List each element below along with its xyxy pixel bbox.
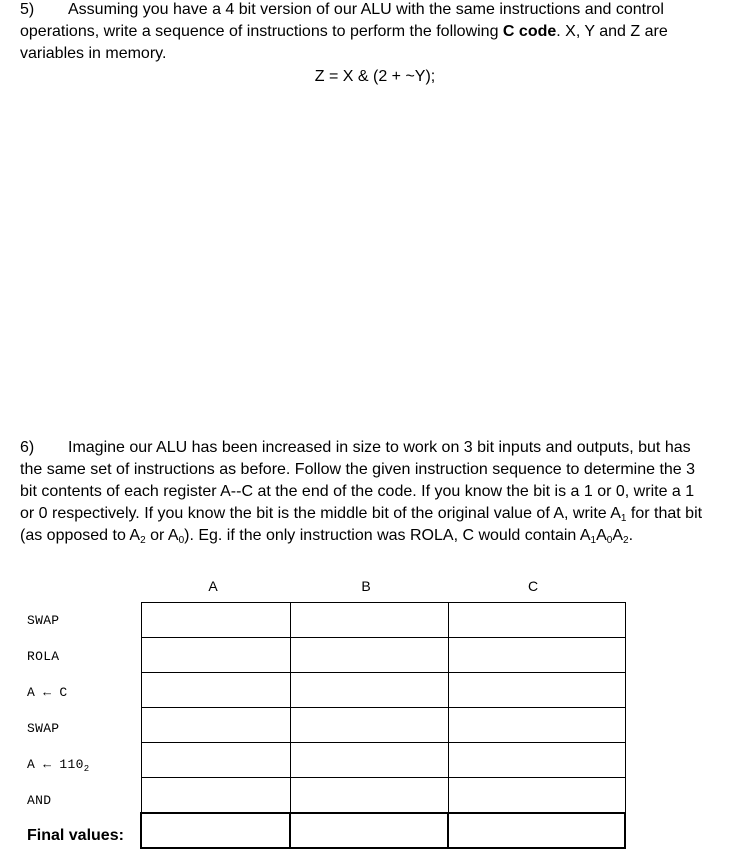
table-row: [141, 638, 625, 673]
question-6: [20, 437, 710, 547]
question-6-text: for that bit (as opposed to A: [20, 505, 703, 544]
answer-cell[interactable]: [448, 638, 625, 673]
answer-cell[interactable]: [141, 638, 290, 673]
answer-cell[interactable]: [141, 778, 290, 814]
question-5-text: Assuming you have a 4 bit version of our ALU with the same instructions and control operations, write a sequence of instructions to perform the following: [20, 1, 664, 40]
answer-cell[interactable]: [141, 603, 290, 638]
subscript: 2: [83, 764, 90, 774]
answer-cell[interactable]: [448, 603, 625, 638]
answer-cell[interactable]: [448, 708, 625, 743]
answer-cell[interactable]: [290, 778, 448, 814]
instruction-a-from-c: A ← C: [27, 685, 68, 700]
question-5: [20, 0, 710, 65]
register-answer-grid: [140, 602, 626, 849]
final-values-row: [141, 813, 625, 848]
table-row: [141, 673, 625, 708]
answer-cell[interactable]: [290, 603, 448, 638]
question-6-text: or A: [145, 527, 179, 544]
question-5-emphasis: C code: [502, 23, 557, 40]
subscript: 1: [620, 513, 627, 524]
table-row: [141, 708, 625, 743]
answer-cell[interactable]: [290, 638, 448, 673]
answer-cell[interactable]: [141, 743, 290, 778]
answer-cell[interactable]: [290, 673, 448, 708]
final-value-cell-c[interactable]: [448, 813, 625, 848]
answer-cell[interactable]: [448, 743, 625, 778]
final-value-cell-a[interactable]: [141, 813, 290, 848]
question-5-number: 5): [20, 1, 35, 18]
answer-cell[interactable]: [141, 708, 290, 743]
subscript: 0: [606, 535, 613, 546]
question-6-text: A: [612, 527, 624, 544]
instruction-swap-1: SWAP: [27, 613, 60, 628]
question-6-text: A: [596, 527, 607, 544]
answer-cell[interactable]: [448, 673, 625, 708]
answer-cell[interactable]: [448, 778, 625, 814]
table-row: [141, 778, 625, 814]
subscript: 1: [590, 535, 597, 546]
answer-cell[interactable]: [141, 673, 290, 708]
column-header-c: C: [527, 578, 539, 594]
subscript: 0: [178, 535, 185, 546]
instruction-load-a-text: A ← 110: [27, 757, 84, 772]
subscript: 2: [140, 535, 146, 546]
column-header-a: A: [208, 578, 218, 594]
answer-cell[interactable]: [290, 743, 448, 778]
instruction-swap-2: SWAP: [27, 721, 60, 736]
final-values-label: Final values:: [27, 827, 124, 844]
question-6-text: .: [628, 527, 634, 544]
answer-cell[interactable]: [290, 708, 448, 743]
instruction-rola: ROLA: [27, 649, 60, 664]
c-code-formula: Z = X & (2 + ~Y);: [314, 68, 436, 85]
question-5-text-end: . X, Y and Z are variables in memory.: [20, 23, 668, 62]
final-value-cell-b[interactable]: [290, 813, 448, 848]
column-header-b: B: [361, 578, 371, 594]
instruction-and: AND: [27, 793, 52, 808]
question-6-text: Imagine our ALU has been increased in size to work on 3 bit inputs and outputs, but has the same set of instructions as before. Follow the given instruction sequence to determine the 3 bit contents of each register A--C at the end of the code. If you know the bit is a 1 or 0, write a 1 or 0 respectively. If you know the bit is the middle bit of the original value of A, write A: [20, 439, 696, 522]
question-6-text: ). Eg. if the only instruction was ROLA, C would contain A: [184, 527, 591, 544]
table-row: [141, 743, 625, 778]
subscript: 2: [623, 535, 629, 546]
table-row: [141, 603, 625, 638]
instruction-load-a: [27, 757, 89, 773]
question-6-number: 6): [20, 439, 35, 456]
